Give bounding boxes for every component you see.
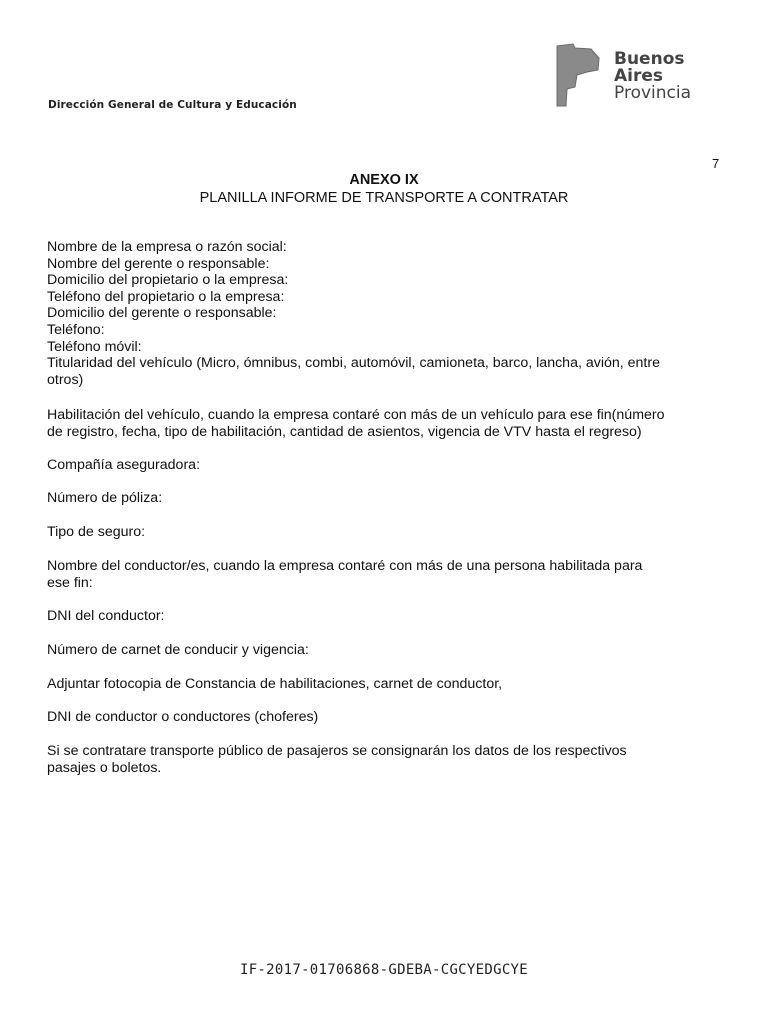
field-phone: Teléfono:: [47, 321, 105, 338]
field-insurance-type: Tipo de seguro:: [47, 524, 146, 540]
driver-line-2: ese fin:: [47, 574, 93, 591]
department-header: Dirección General de Cultura y Educación: [48, 99, 297, 111]
buenos-aires-provincia-logo: [553, 42, 693, 110]
habilitation-line-2: de registro, fecha, tipo de habilitación, cantidad de asientos, vigencia de VTV hasta el regreso): [47, 423, 642, 440]
field-vehicle-habilitation: [47, 407, 727, 440]
attach-documents-note: Adjuntar fotocopia de Constancia de habilitaciones, carnet de conductor,: [47, 676, 503, 692]
field-driver-name: [47, 558, 727, 591]
public-transport-note: [47, 743, 727, 776]
field-driver-dni: DNI del conductor:: [47, 608, 165, 624]
field-manager-name: Nombre del gerente o responsable:: [47, 255, 270, 272]
field-company-name: Nombre de la empresa o razón social:: [47, 239, 287, 255]
habilitation-line-1: Habilitación del vehículo, cuando la empresa contaré con más de un vehículo para ese fin(número: [47, 407, 665, 423]
drivers-dni-note: DNI de conductor o conductores (choferes): [47, 709, 319, 725]
page-number: 7: [712, 156, 720, 171]
field-policy-number: Número de póliza:: [47, 490, 163, 506]
annex-subtitle: PLANILLA INFORME DE TRANSPORTE A CONTRATAR: [199, 190, 569, 206]
field-insurer: Compañía aseguradora:: [47, 457, 201, 473]
public-line-2: pasajes o boletos.: [47, 759, 162, 776]
field-owner-phone: Teléfono del propietario o la empresa:: [47, 288, 285, 305]
field-manager-address: Domicilio del gerente o responsable:: [47, 305, 277, 322]
document-id-footer: IF-2017-01706868-GDEBA-CGCYEDGCYE: [239, 962, 529, 978]
logo-line-3: Provincia: [614, 83, 692, 103]
driver-line-1: Nombre del conductor/es, cuando la empresa contaré con más de una persona habilitada para: [47, 558, 643, 574]
logo-line-1: Buenos: [614, 49, 685, 69]
field-mobile-phone: Teléfono móvil:: [47, 338, 142, 355]
company-info-fields: [47, 239, 727, 388]
field-owner-address: Domicilio del propietario o la empresa:: [47, 272, 289, 289]
field-vehicle-ownership-cont: otros): [47, 371, 84, 388]
field-vehicle-ownership: Titularidad del vehículo (Micro, ómnibus, combi, automóvil, camioneta, barco, lancha, avión, entre: [47, 355, 660, 372]
logo-line-2: Aires: [614, 66, 664, 86]
annex-title: ANEXO IX: [349, 172, 419, 188]
public-line-1: Si se contratare transporte público de pasajeros se consignarán los datos de los respectivos: [47, 743, 627, 759]
province-map-icon: [553, 42, 609, 110]
field-license-number: Número de carnet de conducir y vigencia:: [47, 642, 309, 658]
